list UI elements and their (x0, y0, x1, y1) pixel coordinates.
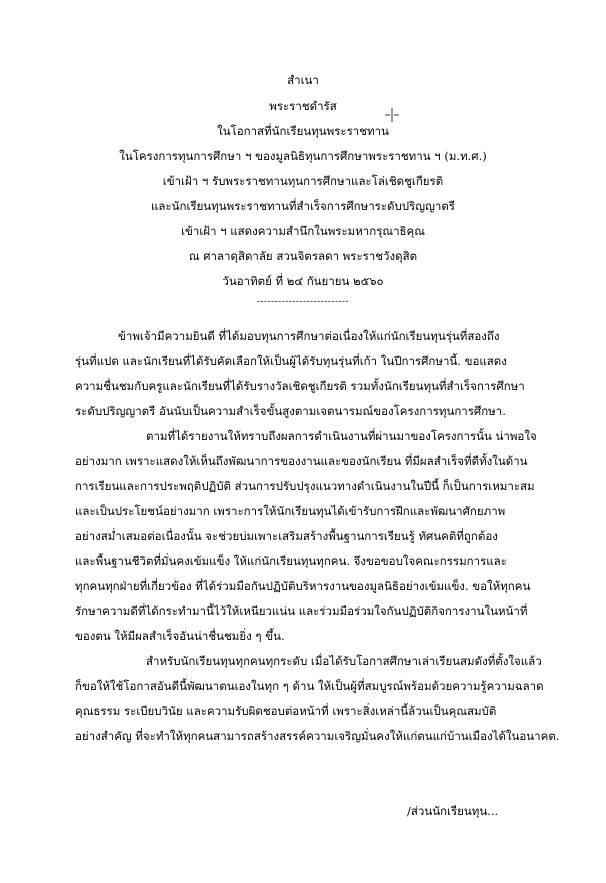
document-title: พระราชดำรัส (269, 99, 337, 113)
header-divider: -------------------------- (256, 297, 350, 307)
paragraph-3-line: ก็ขอให้ใช้โอกาสอันดีนี้พัฒนาตนเองในทุก ๆ ด้าน ให้เป็นผู้ที่สมบูรณ์พร้อมด้วยความรู้ความฉลาด (75, 679, 544, 693)
document-copy-label: สำเนา (287, 73, 319, 87)
paragraph-2-line: และพื้นฐานชีวิตที่มั่นคงเข้มแข็ง ให้แก่นักเรียนทุนทุกคน. จึงขอขอบใจคณะกรรมการและ (75, 554, 507, 568)
paragraph-3-line: คุณธรรม ระเบียบวินัย และความรับผิดชอบต่อหน้าที่ เพราะสิ่งเหล่านี้ล้วนเป็นคุณสมบัติ (75, 704, 497, 718)
paragraph-2-line: ตามที่ได้รายงานให้ทราบถึงผลการดำเนินงานที่ผ่านมาของโครงการนั้น น่าพอใจ (146, 429, 537, 443)
paragraph-3-line: สำหรับนักเรียนทุนทุกคนทุกระดับ เมื่อได้รับโอกาสศึกษาเล่าเรียนสมดังที่ตั้งใจแล้ว (146, 654, 542, 668)
paragraph-3-line: อย่างสำคัญ ที่จะทำให้ทุกคนสามารถสร้างสรรค์ความเจริญมั่นคงให้แก่ตนแก่บ้านเมืองได้ในอนาคต. (75, 729, 560, 743)
paragraph-1-line: ระดับปริญญาตรี อันนับเป็นความสำเร็จขั้นสูงตามเจตนารมณ์ของโครงการทุนการศึกษา. (75, 404, 506, 418)
header-venue: ณ ศาลาดุสิดาลัย สวนจิตรลดา พระราชวังดุสิต (188, 249, 418, 263)
paragraph-1-line: ข้าพเจ้ามีความยินดี ที่ได้มอบทุนการศึกษาต่อเนื่องให้แก่นักเรียนทุนรุ่นที่สองถึง (118, 329, 500, 343)
header-date: วันอาทิตย์ ที่ ๒๔ กันยายน ๒๕๖๐ (222, 274, 384, 288)
paragraph-2-line: การเรียนและการประพฤติปฏิบัติ ส่วนการปรับปรุงแนวทางดำเนินงานในปีนี้ ก็เป็นการเหมาะสม (75, 479, 535, 493)
header-audience-2: และนักเรียนทุนพระราชทานที่สำเร็จการศึกษาระดับปริญญาตรี (151, 199, 455, 213)
header-audience-1: เข้าเฝ้า ฯ รับพระราชทานทุนการศึกษาและโล่เชิดชูเกียรติ (162, 174, 444, 188)
paragraph-2-line: อย่างสม่ำเสมอต่อเนื่องนั้น จะช่วยบ่มเพาะเสริมสร้างพื้นฐานการเรียนรู้ ทัศนคติที่ถูกต้อง (75, 529, 498, 543)
paragraph-2-line: อย่างมาก เพราะแสดงให้เห็นถึงพัฒนาการของงานและของนักเรียน ที่มีผลสำเร็จที่ดีทั้งในด้าน (75, 454, 528, 468)
paragraph-2-line: รักษาความดีที่ได้กระทำมานี้ไว้ให้เหนียวแน่น และร่วมมือร่วมใจกันปฏิบัติกิจการงานในหน้าที่ (75, 604, 528, 618)
paragraph-2-line: ทุกคนทุกฝ่ายที่เกี่ยวข้อง ที่ได้ร่วมมือกันปฏิบัติบริหารงานของมูลนิธิอย่างเข้มแข็ง. ขอให้ทุกคน (75, 579, 531, 593)
paragraph-1-line: ความชื่นชมกับครูและนักเรียนที่ได้รับรางวัลเชิดชูเกียรติ รวมทั้งนักเรียนทุนที่สำเร็จการศึกษา (75, 379, 525, 393)
header-program: ในโครงการทุนการศึกษา ฯ ของมูลนิธิทุนการศึกษาพระราชทาน ฯ (ม.ท.ศ.) (119, 149, 487, 163)
paragraph-1-line: รุ่นที่แปด และนักเรียนที่ได้รับคัดเลือกให้เป็นผู้ได้รับทุนรุ่นที่เก้า ในปีการศึกษานี้. ขอแสดง (75, 354, 507, 368)
header-audience-3: เข้าเฝ้า ฯ แสดงความสำนึกในพระมหากรุณาธิคุณ (181, 224, 425, 238)
header-occasion: ในโอกาสที่นักเรียนทุนพระราชทาน (217, 124, 389, 138)
paragraph-2-line: ของตน ให้มีผลสำเร็จอันน่าชื่นชมยิ่ง ๆ ขึ้น. (75, 629, 285, 643)
continuation-note: /ส่วนนักเรียนทุน... (407, 804, 499, 818)
paragraph-2-line: และเป็นประโยชน์อย่างมาก เพราะการให้นักเรียนทุนได้เข้ารับการฝึกและพัฒนาศักยภาพ (75, 504, 506, 518)
